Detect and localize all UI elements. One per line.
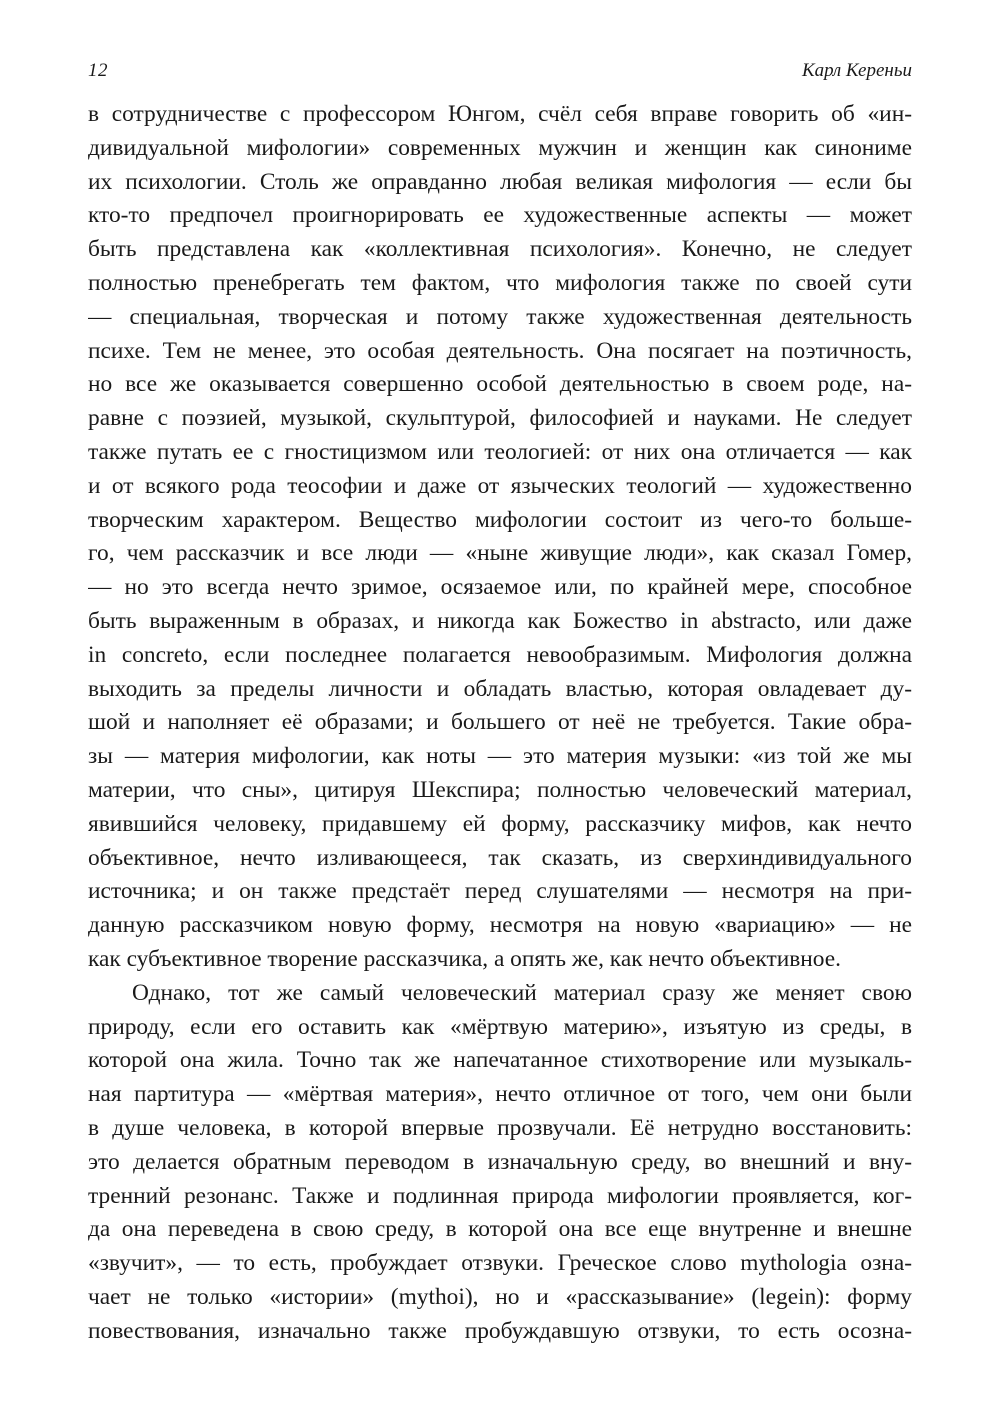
running-head (88, 60, 912, 98)
text-line: и от всякого рода теософии и даже от языческих теологий — художественно (88, 472, 912, 499)
text-line: дивидуальной мифологии» современных мужчин и женщин как синониме (88, 134, 912, 161)
text-line: шой и наполняет её образами; и большего от неё не требуется. Такие обра- (88, 709, 912, 736)
text-line: «звучит», — то есть, пробуждает отзвуки. Греческое слово mythologia озна- (88, 1250, 912, 1277)
text-line: повествования, изначально также пробуждавшую отзвуки, то есть осозна- (88, 1317, 912, 1344)
text-line: также путать ее с гностицизмом или теологией: от них она отличается — как (88, 438, 912, 465)
paragraph-1 (88, 98, 912, 977)
text-line: кто-то предпочел проигнорировать ее художественные аспекты — может (88, 202, 912, 229)
text-line: природу, если его оставить как «мёртвую материю», изъятую из среды, в (88, 1013, 912, 1040)
text-line: психе. Тем не менее, это особая деятельность. Она посягает на поэтичность, (88, 337, 912, 364)
text-line: in concreto, если последнее полагается невообразимым. Мифология должна (88, 641, 912, 668)
text-line: Однако, тот же самый человеческий материал сразу же меняет свою (132, 979, 912, 1006)
text-line: их психологии. Столь же оправданно любая великая мифология — если бы (88, 168, 912, 195)
text-line: творческим характером. Вещество мифологии состоит из чего-то больше- (88, 506, 912, 533)
text-line: — специальная, творческая и потому также художественная деятельность (88, 303, 912, 330)
text-line: ная партитура — «мёртвая материя», нечто отличное от того, чем они были (88, 1081, 912, 1108)
text-line: выходить за пределы личности и обладать властью, которая овладевает ду- (88, 675, 912, 702)
text-line: которой она жила. Точно так же напечатанное стихотворение или музыкаль- (88, 1047, 912, 1074)
text-line: го, чем рассказчик и все люди — «ныне живущие люди», как сказал Гомер, (88, 540, 912, 567)
text-line: чает не только «истории» (mythoi), но и «рассказывание» (legein): форму (88, 1283, 912, 1310)
text-line: — но это всегда нечто зримое, осязаемое или, по крайней мере, способное (88, 574, 912, 601)
text-line: это делается обратным переводом в изначальную среду, во внешний и вну- (88, 1148, 912, 1175)
text-line: зы — материя мифологии, как ноты — это материя музыки: «из той же мы (88, 743, 912, 770)
text-line: данную рассказчиком новую форму, несмотря на новую «вариацию» — не (88, 912, 912, 939)
book-page (88, 60, 912, 1348)
text-line: равне с поэзией, музыкой, скульптурой, философией и науками. Не следует (88, 405, 912, 432)
page-number: 12 (88, 60, 108, 81)
text-line: полностью пренебрегать тем фактом, что мифология также по своей сути (88, 269, 912, 296)
text-line: как субъективное творение рассказчика, а опять же, как нечто объективное. (88, 945, 842, 972)
text-line: быть представлена как «коллективная психология». Конечно, не следует (88, 236, 912, 263)
text-line: в душе человека, в которой впервые прозвучали. Её нетрудно восстановить: (88, 1114, 912, 1141)
text-line: источника; и он также предстаёт перед слушателями — несмотря на при- (88, 878, 912, 905)
text-line: да она переведена в свою среду, в которой она все еще внутренне и внешне (88, 1216, 912, 1243)
paragraph-2 (88, 977, 912, 1349)
text-line: быть выраженным в образах, и никогда как Божество in abstracto, или даже (88, 607, 912, 634)
text-line: в сотрудничестве с профессором Юнгом, счёл себя вправе говорить об «ин- (88, 101, 912, 127)
text-line: тренний резонанс. Также и подлинная природа мифологии проявляется, ког- (88, 1182, 912, 1209)
text-line: материи, что сны», цитируя Шекспира; полностью человеческий материал, (88, 776, 912, 803)
text-line: объективное, нечто изливающееся, так сказать, из сверхиндивидуального (88, 844, 912, 871)
text-line: но все же оказывается совершенно особой деятельностью в своем роде, на- (88, 371, 912, 398)
text-line: явившийся человеку, придавшему ей форму, рассказчику мифов, как нечто (88, 810, 912, 837)
author-name: Карл Кереньи (801, 60, 912, 81)
